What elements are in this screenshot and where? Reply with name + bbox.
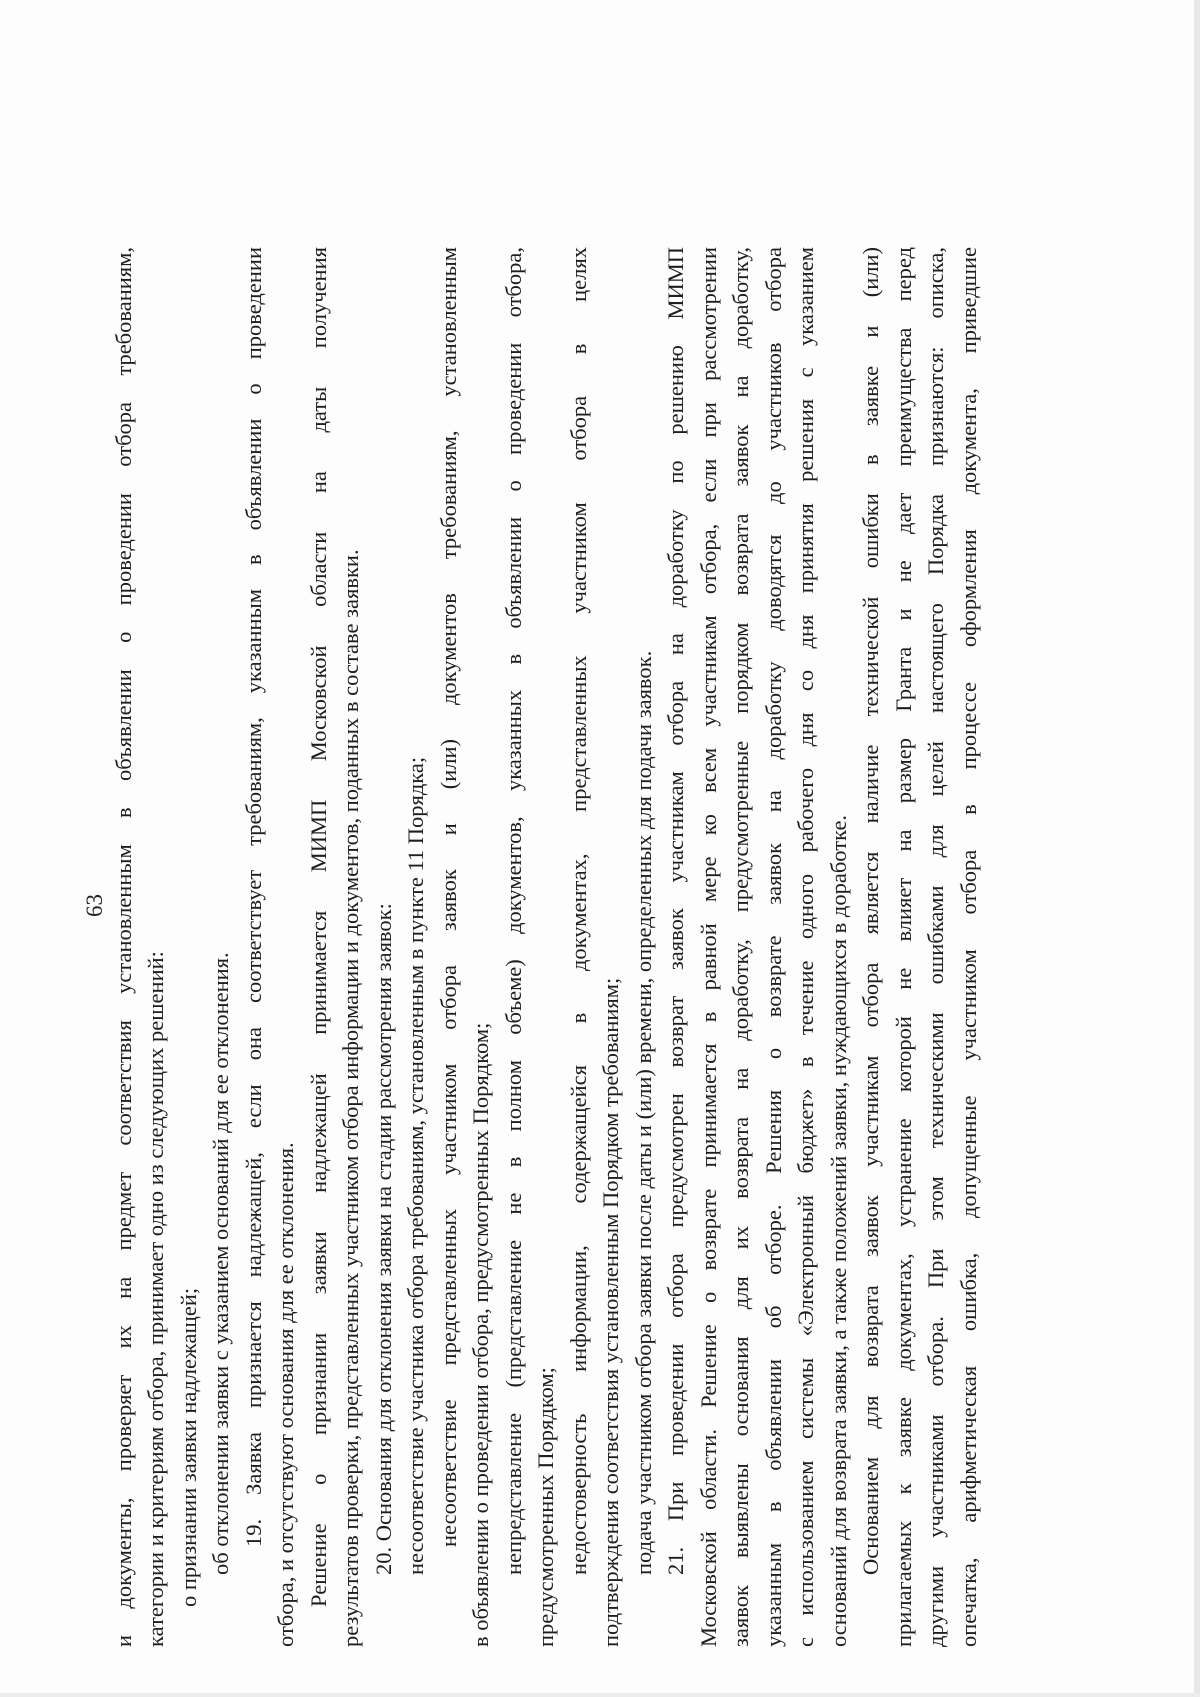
text-line: оснований для возврата заявки, а также положений заявки, нуждающихся в доработке. xyxy=(825,814,851,1647)
text-line: 21. При проведении отбора предусмотрен возврат заявок участникам отбора на доработку по решению МИМП xyxy=(663,247,688,1575)
text-line: заявок выявлены основания для их возврата на доработку, предусмотренные порядком возврата заявок на доработку, xyxy=(728,247,753,1647)
text-line: категории и критериям отбора, принимает одно из следующих решений: xyxy=(143,951,168,1647)
page-number: 63 xyxy=(82,894,107,917)
text-line: об отклонении заявки с указанием оснований для ее отклонения. xyxy=(208,952,233,1575)
text-line: 20. Основания для отклонения заявки на стадии рассмотрения заявок: xyxy=(370,903,396,1575)
text-line: с использованием системы «Электронный бюджет» в течение одного рабочего дня со дня принятия решения с указанием xyxy=(793,247,818,1647)
scan-edge xyxy=(1194,0,1200,1697)
text-line: предусмотренных Порядком; xyxy=(533,1367,558,1647)
scan-edge-bottom xyxy=(0,1693,1200,1697)
text-line: подача участником отбора заявки после даты и (или) времени, определенных для подачи заявок. xyxy=(630,650,656,1575)
text-line: подтверждения соответствия установленным Порядком требованиям; xyxy=(598,977,623,1647)
text-line: опечатка, арифметическая ошибка, допущенные участником отбора в процессе оформления документа, приведшие xyxy=(955,247,981,1647)
text-line: Московской области. Решение о возврате принимается в равной мере ко всем участникам отбора, если при рассмотрении xyxy=(695,247,721,1647)
text-line: Основанием для возврата заявок участникам отбора является наличие технической ошибки в заявке и (или) xyxy=(858,247,883,1575)
text-line: о признании заявки надлежащей; xyxy=(175,1287,201,1607)
text-line: Решение о признании заявки надлежащей принимается МИМП Московской области на даты получения xyxy=(305,247,331,1607)
text-line: результатов проверки, представленных участником отбора информации и документов, поданных в составе заявки. xyxy=(338,549,363,1647)
text-line: несоответствие участника отбора требованиям, установленным в пункте 11 Порядка; xyxy=(403,756,428,1575)
text-line: в объявлении о проведении отбора, предусмотренных Порядком; xyxy=(468,1022,493,1647)
text-line: прилагаемых к заявке документах, устранение которой не влияет на размер Гранта и не дает преимущества перед xyxy=(890,247,916,1647)
text-line: непредставление (представление не в полном объеме) документов, указанных в объявлении о проведении отбора, xyxy=(500,247,526,1575)
document-body xyxy=(75,247,985,1647)
text-line: недостоверность информации, содержащейся в документах, представленных участником отбора в целях xyxy=(565,247,591,1575)
text-line: 19. Заявка признается надлежащей, если она соответствует требованиям, указанным в объявлении о проведении xyxy=(240,247,266,1547)
text-line: отбора, и отсутствуют основания для ее отклонения. xyxy=(273,1142,298,1647)
text-line: указанным в объявлении об отборе. Решения о возврате заявок на доработку доводятся до участников отбора xyxy=(760,247,786,1647)
text-line: несоответствие представленных участником отбора заявок и (или) документов требованиям, установленным xyxy=(435,247,461,1547)
text-line: и документы, проверяет их на предмет соответствия установленным в объявлении о проведении отбора требованиям, xyxy=(110,247,136,1647)
text-line: другими участниками отбора. При этом техническими ошибками для целей настоящего Порядка признаются: описка, xyxy=(923,247,948,1647)
